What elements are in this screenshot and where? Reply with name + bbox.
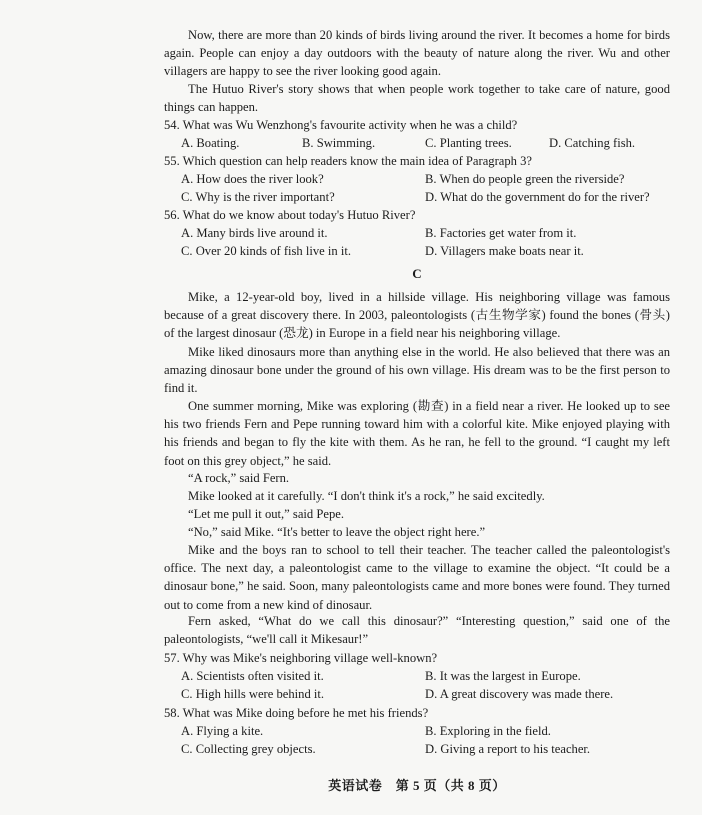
passage-paragraph: “No,” said Mike. “It's better to leave the object right here.” (188, 525, 486, 539)
answer-options (164, 224, 670, 242)
option: C. Collecting grey objects. (181, 742, 316, 756)
option: B. Exploring in the field. (425, 724, 551, 738)
passage-paragraph: The Hutuo River's story shows that when people work together to take care of nature, good things can happen. (164, 82, 670, 115)
answer-options (164, 722, 670, 740)
question-stem: 57. Why was Mike's neighboring village well-known? (164, 651, 438, 665)
option: A. Scientists often visited it. (181, 669, 324, 683)
question-stem: 55. Which question can help readers know the main idea of Paragraph 3? (164, 154, 533, 168)
answer-options (164, 685, 670, 703)
option: A. Boating. (181, 136, 240, 150)
passage-paragraph: “A rock,” said Fern. (188, 471, 290, 485)
option: A. Flying a kite. (181, 724, 264, 738)
option: D. Giving a report to his teacher. (425, 742, 591, 756)
question-stem: 54. What was Wu Wenzhong's favourite activity when he was a child? (164, 118, 518, 132)
passage-paragraph: One summer morning, Mike was exploring (勘查) in a field near a river. He looked up to see his two friends Fern and Pepe running toward him with a colorful kite. Mike enjoyed playing with his friends and began to fly the kite with them. As he ran, he fell to the ground. “I caught my left foot on this grey object,” he said. (164, 399, 670, 468)
answer-options (164, 134, 670, 152)
option: A. Many birds live around it. (181, 226, 328, 240)
answer-options (164, 170, 670, 188)
option: D. Catching fish. (549, 136, 636, 150)
option: B. Factories get water from it. (425, 226, 577, 240)
option: D. Villagers make boats near it. (425, 244, 584, 258)
passage-paragraph: Now, there are more than 20 kinds of birds living around the river. It becomes a home for birds again. People can enjoy a day outdoors with the beauty of nature along the river. Wu and other villagers are happy to see the river looking good again. (164, 28, 670, 79)
answer-options (164, 188, 670, 206)
answer-options (164, 667, 670, 685)
option: D. What do the government do for the river? (425, 190, 650, 204)
page-footer: 英语试卷 第 5 页（共 8 页） (328, 778, 506, 793)
option: D. A great discovery was made there. (425, 687, 614, 701)
question-stem: 58. What was Mike doing before he met his friends? (164, 706, 429, 720)
option: C. High hills were behind it. (181, 687, 325, 701)
option: C. Over 20 kinds of fish live in it. (181, 244, 352, 258)
passage-paragraph: “Let me pull it out,” said Pepe. (188, 507, 344, 521)
option: B. Swimming. (302, 136, 376, 150)
passage-paragraph: Mike, a 12-year-old boy, lived in a hillside village. His neighboring village was famous because of a great discovery there. In 2003, paleontologists (古生物学家) found the bones (骨头) of the largest dinosaur (恐龙) in Europe in a field near his neighboring village. (164, 290, 670, 341)
answer-options (164, 740, 670, 758)
option: B. It was the largest in Europe. (425, 669, 581, 683)
answer-options (164, 242, 670, 260)
section-heading: C (412, 266, 422, 281)
passage-paragraph: Mike and the boys ran to school to tell their teacher. The teacher called the paleontologist's office. The next day, a paleontologist came to the village to examine the object. “It could be a dinosaur bone,” he said. Soon, many paleontologists came and more bones were found. They turned out to come from a new kind of dinosaur. (164, 543, 670, 612)
option: A. How does the river look? (181, 172, 324, 186)
option: C. Planting trees. (425, 136, 512, 150)
passage-paragraph: Fern asked, “What do we call this dinosaur?” “Interesting question,” said one of the paleontologists, “we'll call it Mikesaur!” (164, 614, 670, 647)
question-stem: 56. What do we know about today's Hutuo River? (164, 208, 416, 222)
option: B. When do people green the riverside? (425, 172, 625, 186)
option: C. Why is the river important? (181, 190, 335, 204)
passage-paragraph: Mike looked at it carefully. “I don't think it's a rock,” he said excitedly. (188, 489, 545, 503)
passage-paragraph: Mike liked dinosaurs more than anything else in the world. He also believed that there was an amazing dinosaur bone under the ground of his own village. His dream was to be the first person to find it. (164, 345, 670, 396)
